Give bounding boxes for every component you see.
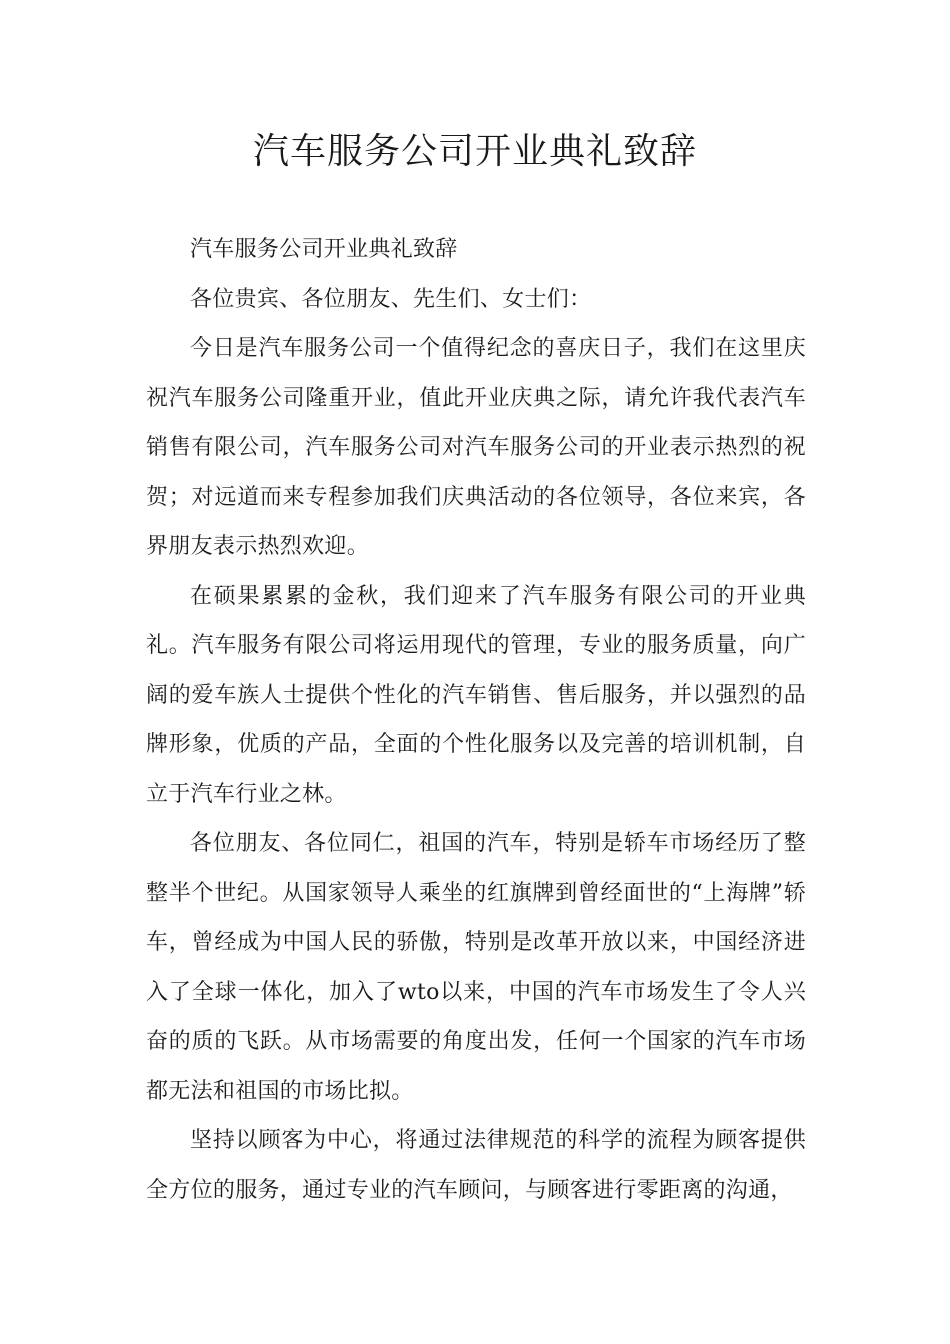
paragraph-company-intro: 在硕果累累的金秋，我们迎来了汽车服务有限公司的开业典礼。汽车服务有限公司将运用现代的管理，专业的服务质量，向广阔的爱车族人士提供个性化的汽车销售、售后服务，并以强烈的品牌形象，优质的产品，全面的个性化服务以及完善的培训机制，自立于汽车行业之林。 — [146, 583, 806, 807]
document-body — [146, 225, 806, 1215]
paragraph-salutation: 各位贵宾、各位朋友、先生们、女士们： — [190, 286, 592, 312]
paragraph-market-history: 各位朋友、各位同仁，祖国的汽车，特别是轿车市场经历了整整半个世纪。从国家领导人乘坐的红旗牌到曾经面世的“上海牌”轿车，曾经成为中国人民的骄傲，特别是改革开放以来，中国经济进入了全球一体化，加入了wto以来，中国的汽车市场发生了令人兴奋的质的飞跃。从市场需要的角度出发，任何一个国家的汽车市场都无法和祖国的市场比拟。 — [146, 831, 806, 1104]
paragraph-congratulations: 今日是汽车服务公司一个值得纪念的喜庆日子，我们在这里庆祝汽车服务公司隆重开业，值此开业庆典之际，请允许我代表汽车销售有限公司，汽车服务公司对汽车服务公司的开业表示热烈的祝贺；对远道而来专程参加我们庆典活动的各位领导，各位来宾，各界朋友表示热烈欢迎。 — [146, 336, 806, 559]
paragraph-customer-focus: 坚持以顾客为中心，将通过法律规范的科学的流程为顾客提供全方位的服务，通过专业的汽车顾问，与顾客进行零距离的沟通， — [146, 1128, 806, 1203]
document-title: 汽车服务公司开业典礼致辞 — [252, 131, 697, 172]
paragraph-heading-repeat: 汽车服务公司开业典礼致辞 — [190, 237, 458, 262]
